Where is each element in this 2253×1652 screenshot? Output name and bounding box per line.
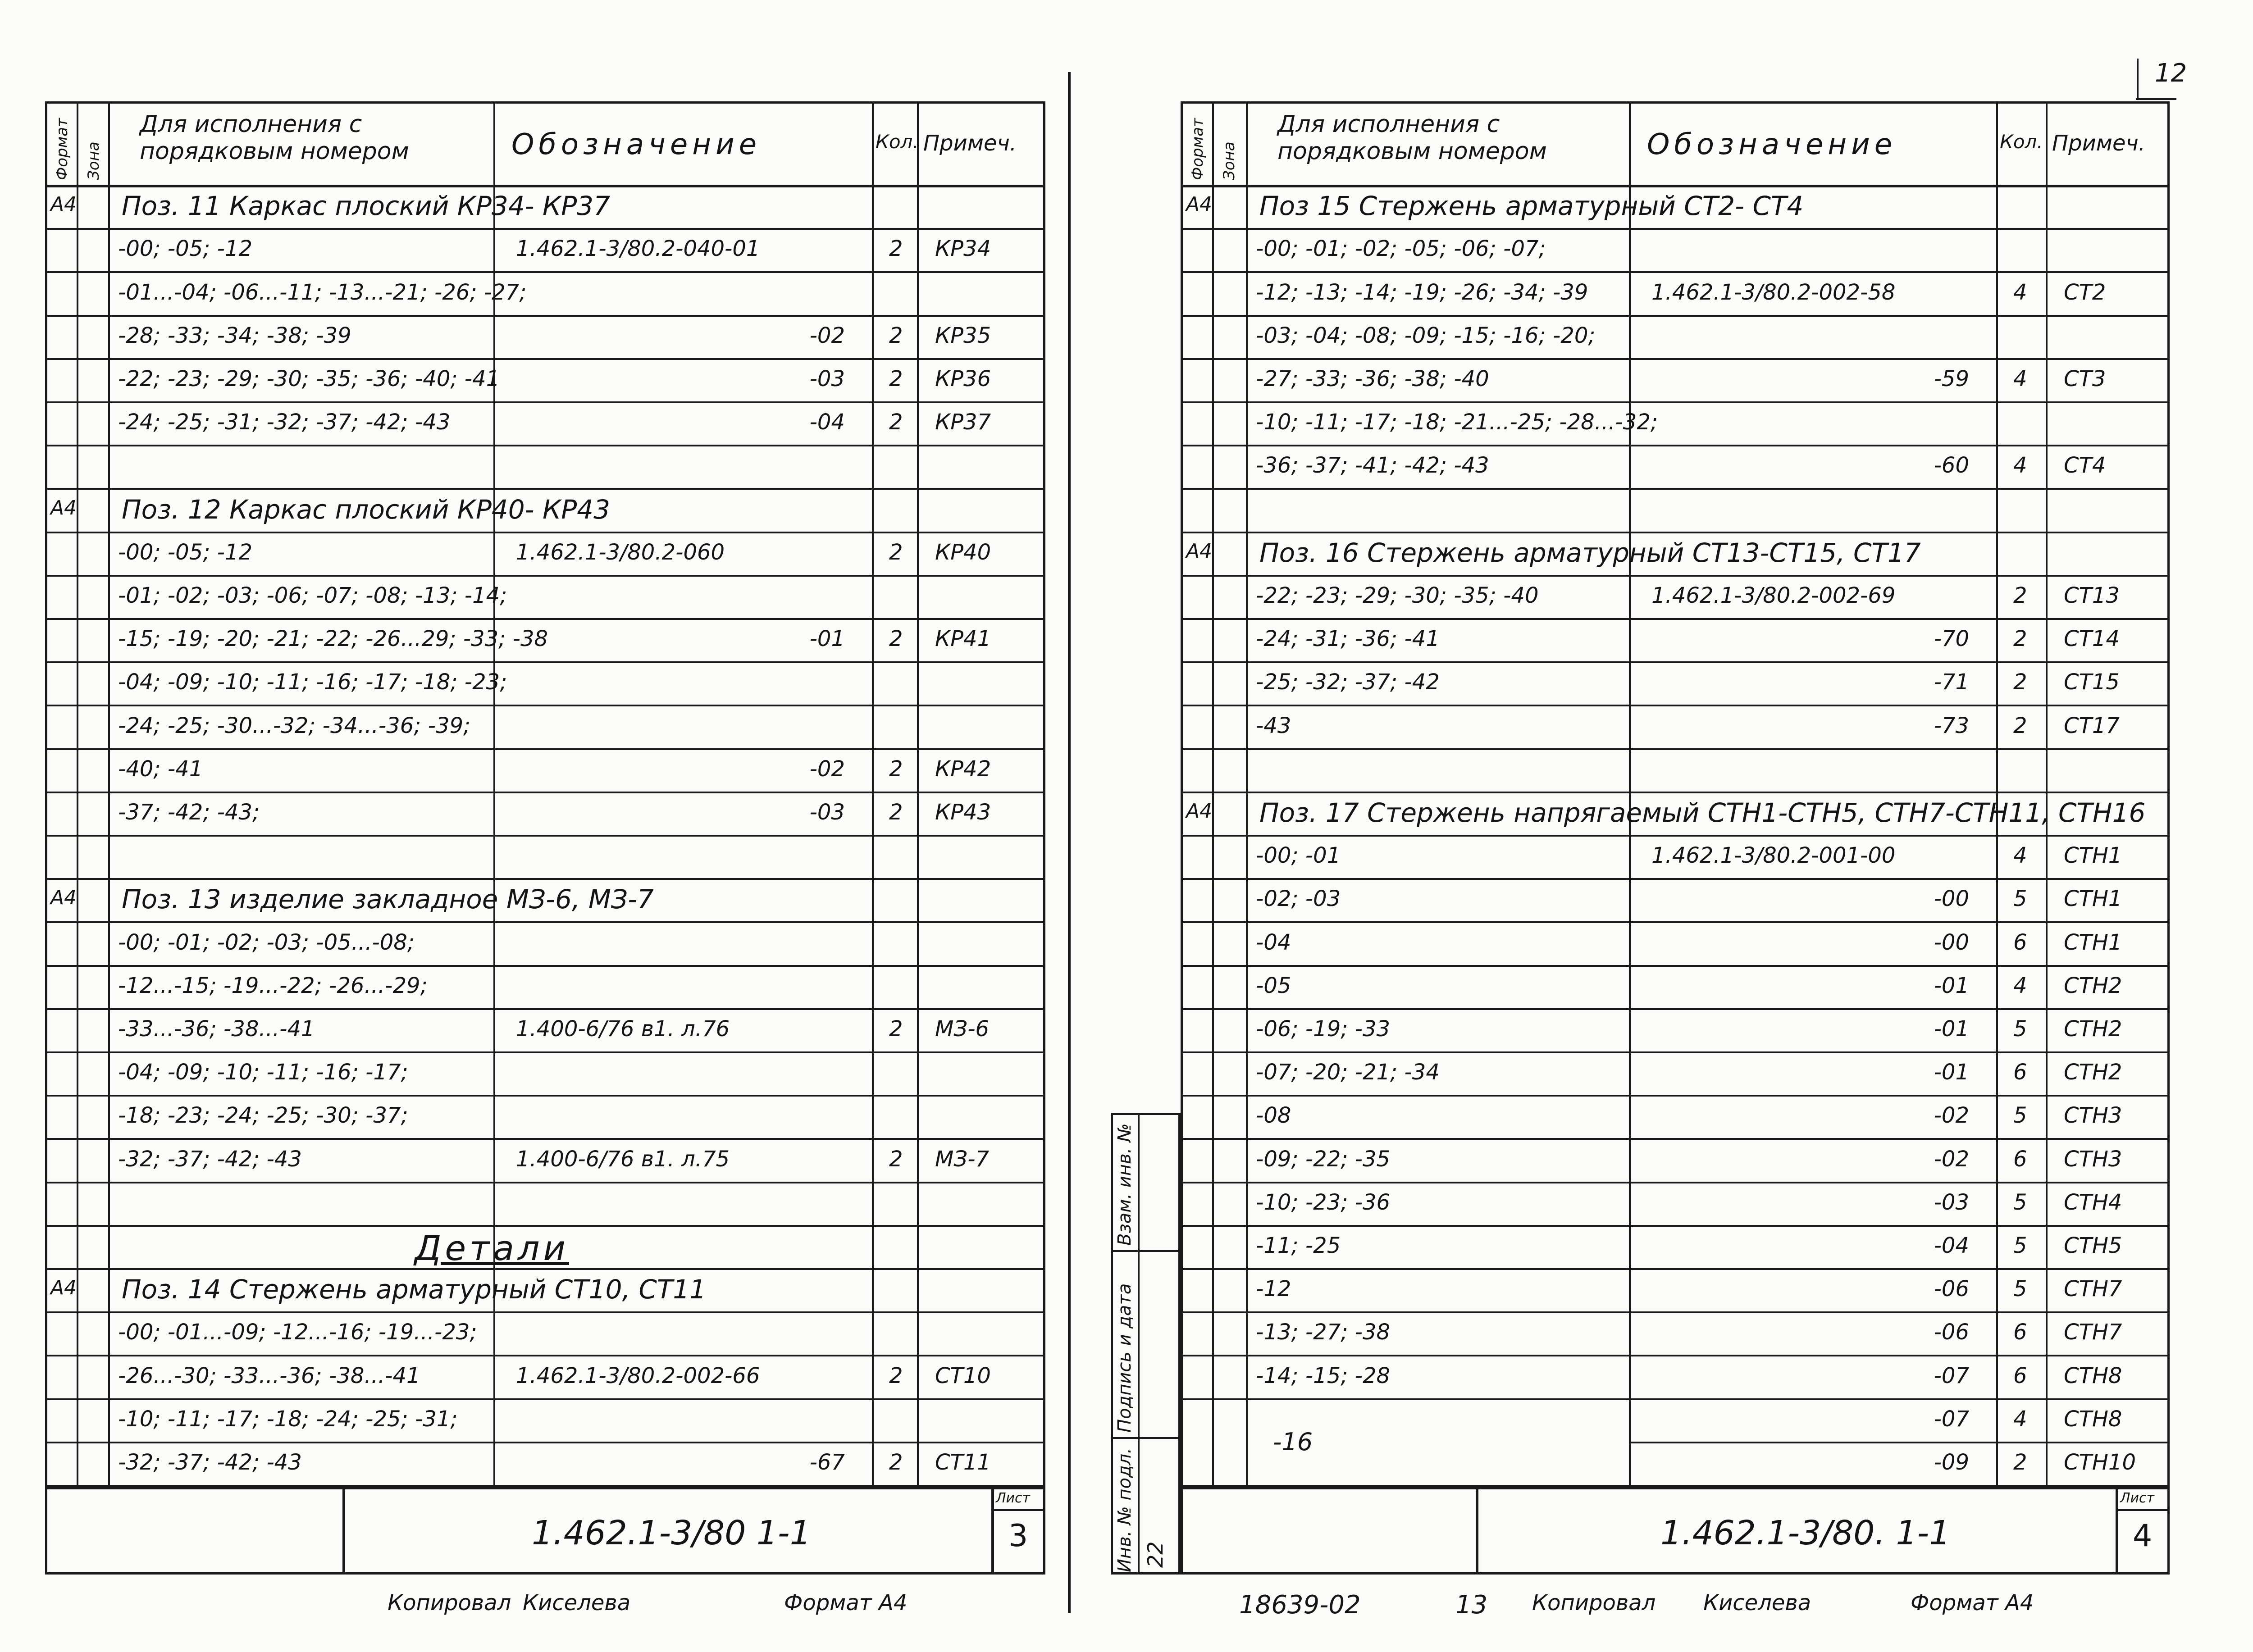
- left-row-line: [45, 878, 1045, 880]
- right-hdr-format: Формат: [1189, 118, 1207, 180]
- left-col-line: [917, 101, 919, 1487]
- right-cell-designation: 1.462.1-3/80.2-002-58: [1651, 279, 1896, 305]
- left-row-line: [45, 445, 1045, 446]
- left-cell-qty: 2: [889, 626, 903, 652]
- left-footer-name: Киселева: [523, 1590, 631, 1616]
- right-cell-designation: -09: [1934, 1449, 1969, 1475]
- right-row-line: [1629, 1442, 2170, 1443]
- left-col-line: [108, 101, 110, 1487]
- left-cell-designation: -67: [809, 1449, 845, 1475]
- left-cell-variant: -04; -09; -10; -11; -16; -17; -18; -23;: [118, 669, 507, 695]
- left-hdr-line: [45, 185, 1045, 187]
- right-row-line: [1181, 705, 2170, 706]
- left-row-line: [45, 1398, 1045, 1400]
- right-cell-designation: -06: [1934, 1320, 1969, 1345]
- left-col-line: [872, 101, 874, 1487]
- right-cell-designation: -01: [1934, 1060, 1969, 1085]
- right-cell-note: СТН10: [2064, 1449, 2136, 1475]
- right-cell-variant: -09; -22; -35: [1256, 1146, 1391, 1172]
- right-row-line: [1181, 1225, 2170, 1227]
- right-cell-qty: 2: [2013, 669, 2027, 695]
- right-cell-note: СТН4: [2064, 1189, 2122, 1215]
- left-cell-designation: 1.462.1-3/80.2-040-01: [516, 236, 760, 262]
- left-sheetbox-hline: [991, 1509, 1045, 1511]
- right-cell-variant: -08: [1256, 1103, 1291, 1129]
- right-sheet-number: 4: [2133, 1518, 2153, 1554]
- right-row-line: [1181, 661, 2170, 663]
- left-cell-variant: -32; -37; -42; -43: [118, 1449, 302, 1475]
- right-cell-variant: -24; -31; -36; -41: [1256, 626, 1440, 652]
- right-row-line: [1181, 315, 2170, 317]
- right-cell-variant: -13; -27; -38: [1256, 1320, 1391, 1345]
- left-cell-note: КР42: [935, 756, 991, 782]
- left-cell-designation: -03: [809, 366, 845, 391]
- left-cell-variant: -00; -05; -12: [118, 236, 253, 262]
- right-row-line: [1181, 445, 2170, 446]
- right-cell-designation: -70: [1934, 626, 1969, 652]
- left-frame: [45, 101, 1045, 1575]
- left-footer-copied: Копировал: [388, 1590, 511, 1616]
- right-cell-note: СТН1: [2064, 843, 2122, 869]
- left-cell-format: А4: [50, 1276, 77, 1300]
- right-cell-format: А4: [1186, 539, 1213, 563]
- left-cell-qty: 2: [889, 1146, 903, 1172]
- right-col-line: [1629, 101, 1631, 1487]
- right-row-line: [1181, 1051, 2170, 1053]
- right-hdr-line: [1181, 185, 2170, 187]
- right-hdr-variant: Для исполнения с порядковым номером: [1277, 111, 1547, 165]
- left-row-line: [45, 228, 1045, 230]
- left-cell-note: КР34: [935, 236, 991, 262]
- right-row-line: [1181, 792, 2170, 793]
- left-cell-variant: -24; -25; -30...-32; -34...-36; -39;: [118, 713, 471, 738]
- right-cell-note: СТН7: [2064, 1276, 2122, 1302]
- left-row-line: [45, 921, 1045, 923]
- left-stamp-vline: [342, 1487, 345, 1575]
- page-number: 12: [2155, 59, 2187, 88]
- page-number-divider: [2137, 59, 2139, 99]
- right-cell-variant: -05: [1256, 973, 1291, 998]
- right-cell-designation: -03: [1934, 1189, 1969, 1215]
- right-cell-variant: -27; -33; -36; -38; -40: [1256, 366, 1489, 391]
- right-cell-designation: 1.462.1-3/80.2-002-69: [1651, 583, 1896, 608]
- left-cell-variant: -00; -01; -02; -03; -05...-08;: [118, 929, 415, 955]
- right-col-line: [2046, 101, 2048, 1487]
- left-footer-format: Формат А4: [784, 1590, 908, 1616]
- left-cell-variant: -18; -23; -24; -25; -30; -37;: [118, 1103, 408, 1129]
- right-sheetbox-hline: [2116, 1509, 2170, 1511]
- right-cell-note: СТН8: [2064, 1406, 2122, 1432]
- left-row-line: [45, 1095, 1045, 1097]
- right-cell-qty: 4: [2013, 843, 2027, 869]
- left-position-title: Поз. 14 Стержень арматурный СТ10, СТ11: [122, 1274, 707, 1305]
- right-row-line: [1181, 1182, 2170, 1183]
- left-row-line: [45, 532, 1045, 533]
- right-cell-designation: -06: [1934, 1276, 1969, 1302]
- right-cell-designation: -00: [1934, 929, 1969, 955]
- left-row-line: [45, 1355, 1045, 1356]
- right-cell-qty: 6: [2013, 1146, 2027, 1172]
- left-row-line: [45, 488, 1045, 490]
- right-cell-variant: -12: [1256, 1276, 1291, 1302]
- right-cell-note: СТН1: [2064, 886, 2122, 912]
- right-cell-variant: -11; -25: [1256, 1233, 1341, 1258]
- right-cell-variant-merged: -16: [1273, 1427, 1313, 1456]
- left-cell-note: МЗ-6: [935, 1016, 990, 1042]
- right-cell-variant: -36; -37; -41; -42; -43: [1256, 453, 1489, 478]
- left-sheetbox-vline: [991, 1487, 994, 1575]
- right-frame: [1181, 101, 2170, 1575]
- left-cell-format: А4: [50, 886, 77, 910]
- page-number-underline: [2136, 98, 2176, 100]
- left-position-title: Поз. 13 изделие закладное МЗ-6, МЗ-7: [122, 884, 654, 915]
- left-cell-qty: 2: [889, 539, 903, 565]
- left-cell-format: А4: [50, 193, 77, 216]
- right-row-line: [1181, 488, 2170, 490]
- right-cell-qty: 2: [2013, 583, 2027, 608]
- left-hdr-variant: Для исполнения с порядковым номером: [140, 111, 409, 165]
- left-cell-variant: -33...-36; -38...-41: [118, 1016, 315, 1042]
- left-cell-note: МЗ-7: [935, 1146, 990, 1172]
- left-row-line: [45, 1225, 1045, 1227]
- left-cell-note: СТ10: [935, 1363, 991, 1388]
- right-hdr-designation: Обозначение: [1647, 128, 1897, 161]
- fold-line: [1068, 72, 1071, 1613]
- right-cell-variant: -03; -04; -08; -09; -15; -16; -20;: [1256, 323, 1596, 348]
- right-cell-variant: -25; -32; -37; -42: [1256, 669, 1440, 695]
- left-row-line: [45, 748, 1045, 750]
- left-cell-variant: -26...-30; -33...-36; -38...-41: [118, 1363, 420, 1388]
- left-row-line: [45, 1138, 1045, 1140]
- left-cell-variant: -01...-04; -06...-11; -13...-21; -26; -27;: [118, 279, 527, 305]
- right-cell-qty: 2: [2013, 713, 2027, 738]
- left-cell-qty: 2: [889, 236, 903, 262]
- left-cell-qty: 2: [889, 1449, 903, 1475]
- right-cell-qty: 5: [2013, 1189, 2027, 1215]
- right-row-line: [1181, 878, 2170, 880]
- right-footer-copied: Копировал: [1532, 1590, 1656, 1616]
- right-cell-variant: -14; -15; -28: [1256, 1363, 1391, 1388]
- left-cell-designation: -04: [809, 410, 845, 435]
- right-cell-qty: 5: [2013, 1233, 2027, 1258]
- side-stamp-line: [1111, 1437, 1181, 1439]
- left-cell-qty: 2: [889, 410, 903, 435]
- left-cell-designation: 1.462.1-3/80.2-002-66: [516, 1363, 760, 1388]
- left-cell-note: КР36: [935, 366, 991, 391]
- left-row-line: [45, 792, 1045, 793]
- right-cell-variant: -10; -11; -17; -18; -21...-25; -28...-32;: [1256, 410, 1658, 435]
- left-cell-note: КР43: [935, 799, 991, 825]
- right-sheetbox-vline: [2116, 1487, 2118, 1575]
- left-row-line: [45, 1268, 1045, 1270]
- right-row-line: [1181, 618, 2170, 620]
- right-cell-qty: 2: [2013, 626, 2027, 652]
- right-cell-note: СТН1: [2064, 929, 2122, 955]
- right-cell-variant: -00; -01: [1256, 843, 1341, 869]
- left-row-line: [45, 1311, 1045, 1313]
- left-cell-variant: -01; -02; -03; -06; -07; -08; -13; -14;: [118, 583, 507, 608]
- right-cell-note: СТН8: [2064, 1363, 2122, 1388]
- right-cell-qty: 5: [2013, 1103, 2027, 1129]
- left-cell-variant: -24; -25; -31; -32; -37; -42; -43: [118, 410, 451, 435]
- side-stamp-label: Инв. № подл.: [1114, 1448, 1135, 1572]
- right-cell-qty: 4: [2013, 973, 2027, 998]
- left-sheet-number: 3: [1008, 1518, 1028, 1554]
- left-cell-variant: -00; -01...-09; -12...-16; -19...-23;: [118, 1320, 477, 1345]
- right-cell-qty: 6: [2013, 929, 2027, 955]
- right-cell-variant: -04: [1256, 929, 1291, 955]
- right-row-line: [1181, 401, 2170, 403]
- right-position-title: Поз 15 Стержень арматурный СТ2- СТ4: [1259, 191, 1804, 222]
- right-cell-qty: 5: [2013, 1276, 2027, 1302]
- right-cell-variant: -12; -13; -14; -19; -26; -34; -39: [1256, 279, 1588, 305]
- right-cell-note: СТ14: [2064, 626, 2120, 652]
- right-footer-format: Формат А4: [1911, 1590, 2034, 1616]
- left-row-line: [45, 1442, 1045, 1443]
- left-cell-variant: -10; -11; -17; -18; -24; -25; -31;: [118, 1406, 458, 1432]
- left-row-line: [45, 965, 1045, 967]
- right-row-line: [1181, 532, 2170, 533]
- left-cell-note: КР41: [935, 626, 991, 652]
- left-cell-variant: -22; -23; -29; -30; -35; -36; -40; -41: [118, 366, 500, 391]
- left-cell-qty: 2: [889, 366, 903, 391]
- right-position-title: Поз. 16 Стержень арматурный СТ13-СТ15, СТ17: [1259, 537, 1921, 568]
- right-cell-designation: -73: [1934, 713, 1969, 738]
- right-footer-page: 13: [1455, 1590, 1488, 1620]
- right-cell-note: СТН2: [2064, 1060, 2122, 1085]
- left-row-line: [45, 835, 1045, 837]
- right-cell-qty: 2: [2013, 1449, 2027, 1475]
- left-cell-designation: 1.462.1-3/80.2-060: [516, 539, 725, 565]
- side-stamp-label: Взам. инв. №: [1114, 1123, 1135, 1246]
- right-cell-qty: 6: [2013, 1363, 2027, 1388]
- right-position-title: Поз. 17 Стержень напрягаемый СТН1-СТН5, СТН7-СТН11, СТН16: [1259, 797, 2146, 828]
- right-cell-designation: -59: [1934, 366, 1969, 391]
- left-cell-designation: -01: [809, 626, 845, 652]
- right-cell-variant: -22; -23; -29; -30; -35; -40: [1256, 583, 1539, 608]
- left-hdr-qty: Кол.: [876, 131, 919, 153]
- right-cell-note: СТН2: [2064, 973, 2122, 998]
- right-cell-note: СТН5: [2064, 1233, 2122, 1258]
- left-hdr-zone: Зона: [85, 141, 103, 180]
- right-cell-designation: -07: [1934, 1406, 1969, 1432]
- right-cell-variant: -43: [1256, 713, 1291, 738]
- right-col-line: [1246, 101, 1248, 1487]
- right-col-line: [1212, 101, 1214, 1487]
- right-cell-note: СТ13: [2064, 583, 2120, 608]
- left-hdr-format: Формат: [53, 118, 71, 180]
- left-cell-qty: 2: [889, 799, 903, 825]
- right-cell-format: А4: [1186, 799, 1213, 823]
- left-cell-designation: -02: [809, 323, 845, 348]
- right-cell-note: СТН7: [2064, 1320, 2122, 1345]
- side-stamp-line: [1111, 1250, 1181, 1252]
- left-row-line: [45, 661, 1045, 663]
- left-row-line: [45, 271, 1045, 273]
- right-cell-designation: -04: [1934, 1233, 1969, 1258]
- left-row-line: [45, 575, 1045, 577]
- right-row-line: [1181, 1398, 2170, 1400]
- left-cell-designation: 1.400-6/76 в1. л.75: [516, 1146, 730, 1172]
- left-cell-format: А4: [50, 496, 77, 519]
- right-row-line: [1181, 965, 2170, 967]
- right-cell-note: СТН3: [2064, 1146, 2122, 1172]
- right-cell-designation: -60: [1934, 453, 1969, 478]
- right-row-line: [1181, 271, 2170, 273]
- left-cell-variant: -40; -41: [118, 756, 203, 782]
- right-cell-designation: -01: [1934, 973, 1969, 998]
- right-cell-qty: 4: [2013, 1406, 2027, 1432]
- right-cell-designation: -02: [1934, 1146, 1969, 1172]
- left-row-line: [45, 1051, 1045, 1053]
- left-hdr-note: Примеч.: [923, 131, 1017, 156]
- left-row-line: [45, 401, 1045, 403]
- right-cell-qty: 6: [2013, 1320, 2027, 1345]
- left-row-line: [45, 705, 1045, 706]
- left-section-title: Детали: [415, 1228, 569, 1268]
- right-footer-number: 18639-02: [1239, 1590, 1361, 1620]
- right-sheet-label: Лист: [2120, 1490, 2155, 1506]
- left-cell-qty: 2: [889, 323, 903, 348]
- left-cell-variant: -12...-15; -19...-22; -26...-29;: [118, 973, 428, 998]
- right-cell-designation: 1.462.1-3/80.2-001-00: [1651, 843, 1896, 869]
- right-cell-qty: 4: [2013, 453, 2027, 478]
- right-cell-note: СТ3: [2064, 366, 2106, 391]
- right-cell-designation: -07: [1934, 1363, 1969, 1388]
- side-stamp-divider: [1138, 1113, 1140, 1575]
- right-cell-qty: 5: [2013, 1016, 2027, 1042]
- left-cell-variant: -32; -37; -42; -43: [118, 1146, 302, 1172]
- side-stamp-label: Подпись и дата: [1114, 1283, 1135, 1433]
- right-cell-designation: -01: [1934, 1016, 1969, 1042]
- right-cell-variant: -02; -03: [1256, 886, 1341, 912]
- left-cell-note: КР35: [935, 323, 991, 348]
- right-cell-variant: -07; -20; -21; -34: [1256, 1060, 1440, 1085]
- right-footer-name: Киселева: [1703, 1590, 1811, 1616]
- right-cell-note: СТН3: [2064, 1103, 2122, 1129]
- right-cell-note: СТ15: [2064, 669, 2120, 695]
- left-row-line: [45, 1182, 1045, 1183]
- right-row-line: [1181, 1311, 2170, 1313]
- right-cell-format: А4: [1186, 193, 1213, 216]
- right-row-line: [1181, 228, 2170, 230]
- right-cell-designation: -00: [1934, 886, 1969, 912]
- left-position-title: Поз. 11 Каркас плоский КР34- КР37: [122, 191, 610, 222]
- right-cell-qty: 4: [2013, 279, 2027, 305]
- right-row-line: [1181, 1268, 2170, 1270]
- right-row-line: [1181, 1138, 2170, 1140]
- right-cell-note: СТН2: [2064, 1016, 2122, 1042]
- right-row-line: [1181, 1008, 2170, 1010]
- left-row-line: [45, 315, 1045, 317]
- right-cell-qty: 4: [2013, 366, 2027, 391]
- right-row-line: [1181, 921, 2170, 923]
- left-cell-qty: 2: [889, 1016, 903, 1042]
- left-row-line: [45, 358, 1045, 360]
- right-stamp-code: 1.462.1-3/80. 1-1: [1660, 1514, 1951, 1552]
- right-row-line: [1181, 358, 2170, 360]
- right-hdr-zone: Зона: [1220, 141, 1238, 180]
- left-row-line: [45, 618, 1045, 620]
- left-col-line: [77, 101, 78, 1487]
- right-hdr-note: Примеч.: [2052, 131, 2146, 156]
- right-cell-note: СТ2: [2064, 279, 2106, 305]
- left-stamp-code: 1.462.1-3/80 1-1: [532, 1514, 811, 1552]
- left-cell-variant: -28; -33; -34; -38; -39: [118, 323, 351, 348]
- side-stamp-note: 22: [1143, 1541, 1168, 1568]
- left-position-title: Поз. 12 Каркас плоский КР40- КР43: [122, 494, 610, 525]
- right-cell-variant: -10; -23; -36: [1256, 1189, 1391, 1215]
- left-cell-qty: 2: [889, 1363, 903, 1388]
- right-cell-note: СТ4: [2064, 453, 2106, 478]
- left-cell-variant: -15; -19; -20; -21; -22; -26...29; -33; -38: [118, 626, 548, 652]
- left-cell-designation: -03: [809, 799, 845, 825]
- right-stamp-line: [1181, 1487, 2170, 1489]
- left-sheet-label: Лист: [996, 1490, 1031, 1506]
- right-cell-note: СТ17: [2064, 713, 2120, 738]
- right-cell-qty: 5: [2013, 886, 2027, 912]
- left-cell-note: СТ11: [935, 1449, 991, 1475]
- left-row-line: [45, 1008, 1045, 1010]
- right-row-line: [1181, 575, 2170, 577]
- left-cell-designation: 1.400-6/76 в1. л.76: [516, 1016, 730, 1042]
- right-cell-variant: -06; -19; -33: [1256, 1016, 1391, 1042]
- right-row-line: [1181, 1355, 2170, 1356]
- left-hdr-designation: Обозначение: [511, 128, 762, 161]
- left-cell-note: КР40: [935, 539, 991, 565]
- left-cell-variant: -37; -42; -43;: [118, 799, 260, 825]
- right-row-line: [1181, 1095, 2170, 1097]
- left-cell-note: КР37: [935, 410, 991, 435]
- left-stamp-line: [45, 1487, 1045, 1489]
- right-cell-designation: -71: [1934, 669, 1969, 695]
- right-cell-variant: -00; -01; -02; -05; -06; -07;: [1256, 236, 1546, 262]
- left-cell-variant: -04; -09; -10; -11; -16; -17;: [118, 1060, 408, 1085]
- right-row-line: [1181, 835, 2170, 837]
- left-cell-designation: -02: [809, 756, 845, 782]
- right-row-line: [1181, 748, 2170, 750]
- right-cell-designation: -02: [1934, 1103, 1969, 1129]
- right-col-line: [1996, 101, 1998, 1487]
- right-cell-qty: 6: [2013, 1060, 2027, 1085]
- left-cell-variant: -00; -05; -12: [118, 539, 253, 565]
- right-hdr-qty: Кол.: [2000, 131, 2043, 153]
- left-cell-qty: 2: [889, 756, 903, 782]
- right-stamp-vline: [1476, 1487, 1478, 1575]
